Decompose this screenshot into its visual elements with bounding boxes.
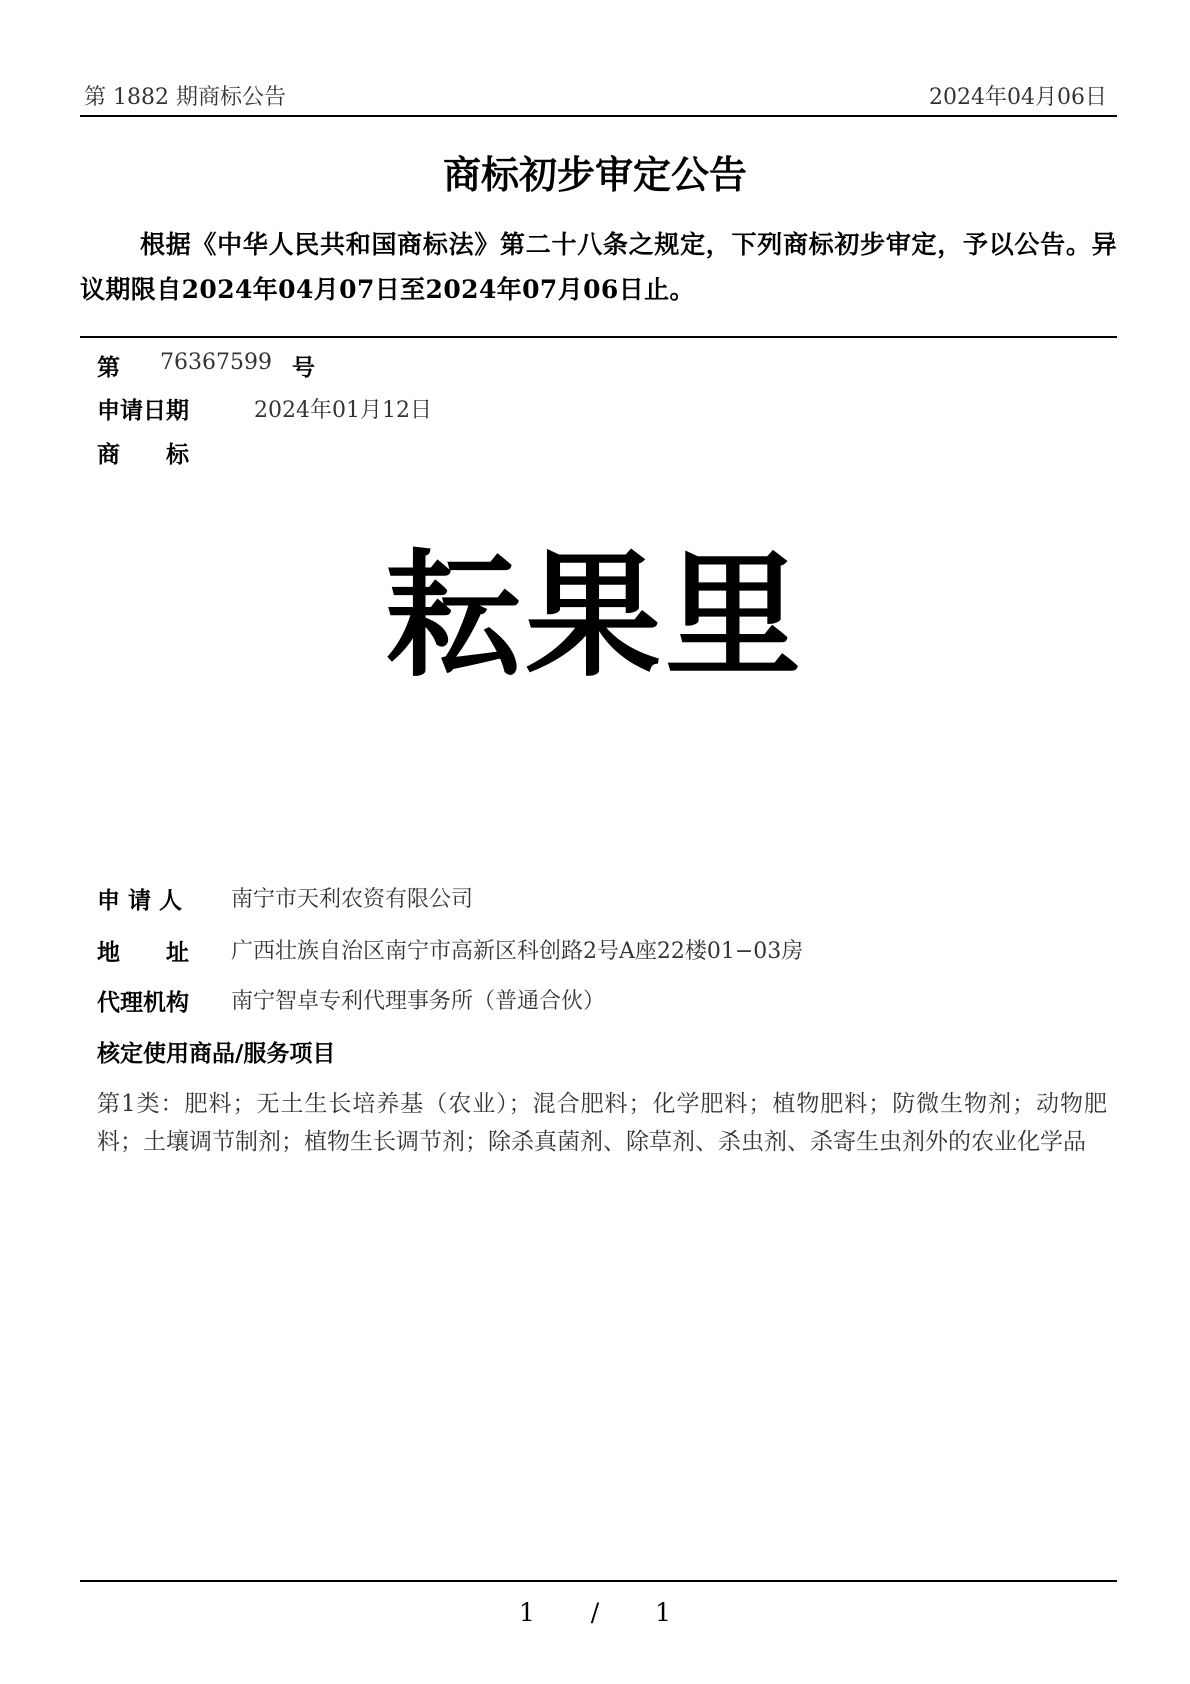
apply-date-label: 申请日期 [97, 398, 189, 424]
page-indicator [0, 1598, 1190, 1627]
page-total: 1 [655, 1598, 672, 1627]
page-title: 商标初步审定公告 [442, 152, 747, 197]
page-current: 1 [518, 1598, 535, 1627]
apply-date: 2024年01月12日 [254, 398, 432, 423]
mark-label: 商 标 [97, 442, 189, 468]
reg-number: 76367599 [160, 350, 272, 375]
applicant-label: 申 请 人 [97, 888, 183, 914]
trademark-text: 耘果里 [385, 536, 805, 696]
reg-number-prefix: 第 [97, 355, 120, 381]
intro-paragraph: 根据《中华人民共和国商标法》第二十八条之规定，下列商标初步审定，予以公告。异议期限自2024年04月07日至2024年07月06日止。 [80, 230, 1117, 304]
reg-number-suffix: 号 [292, 355, 315, 381]
goods-label: 核定使用商品/服务项目 [97, 1041, 336, 1067]
page-separator: / [590, 1598, 600, 1627]
address-label: 地 址 [97, 940, 189, 966]
address-value: 广西壮族自治区南宁市高新区科创路2号A座22楼01−03房 [231, 939, 804, 964]
header-divider [80, 115, 1117, 117]
section-divider [80, 336, 1117, 338]
issue-date: 2024年04月06日 [929, 85, 1107, 110]
goods-list: 第1类：肥料；无土生长培养基（农业）；混合肥料；化学肥料；植物肥料；防微生物剂；动物肥料；土壤调节制剂；植物生长调节剂；除杀真菌剂、除草剂、杀虫剂、杀寄生虫剂外的农业化学品 [97, 1091, 1107, 1155]
applicant-name: 南宁市天利农资有限公司 [231, 887, 474, 912]
footer-divider [80, 1580, 1117, 1582]
agency-label: 代理机构 [97, 990, 189, 1016]
agency-name: 南宁智卓专利代理事务所（普通合伙） [231, 989, 606, 1014]
issue-number: 第 1882 期商标公告 [84, 85, 286, 110]
